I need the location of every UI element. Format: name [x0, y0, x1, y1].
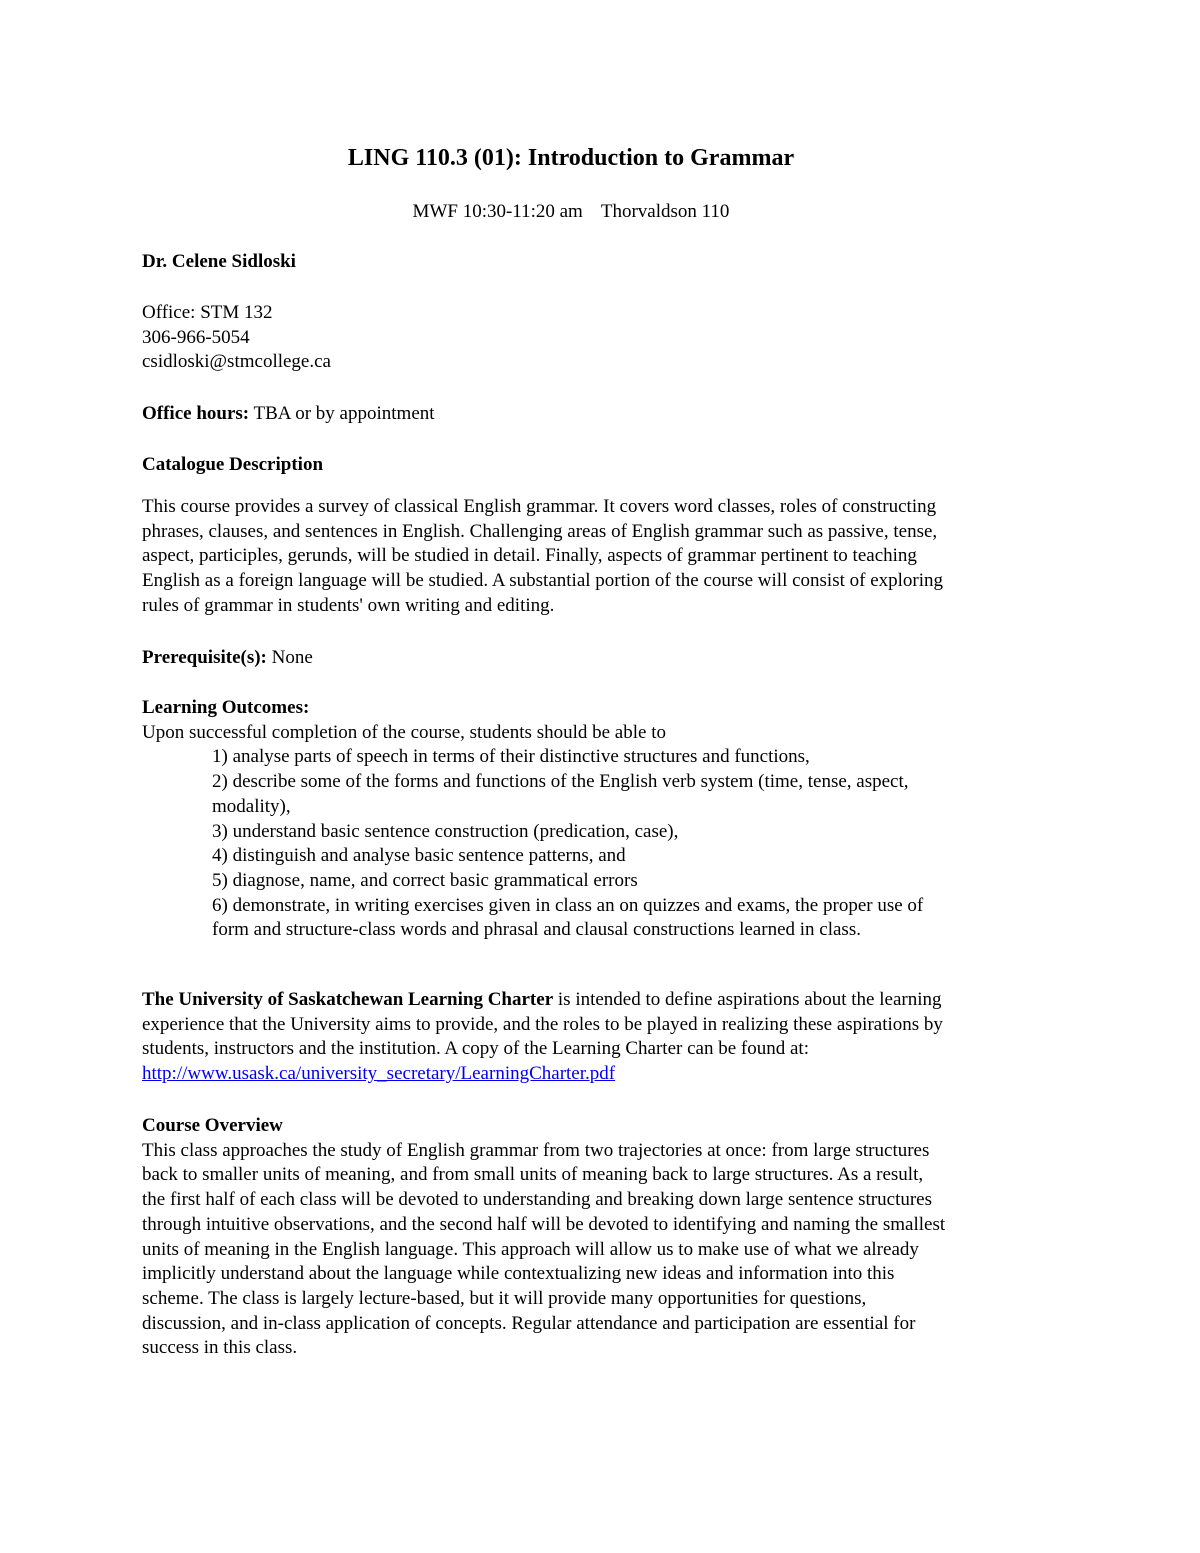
outcome-item: 2) describe some of the forms and functions of the English verb system (time, tense, aspect, — [212, 771, 909, 793]
catalogue-line: phrases, clauses, and sentences in English. Challenging areas of English grammar such as passive, tense, — [142, 520, 938, 542]
prerequisites — [142, 646, 1057, 671]
email-address: csidloski@stmcollege.ca — [142, 351, 331, 373]
overview-line: scheme. The class is largely lecture-based, but it will provide many opportunities for questions, — [142, 1287, 867, 1309]
charter-link-line — [142, 1062, 1057, 1087]
overview-line: success in this class. — [142, 1337, 298, 1359]
overview-line: This class approaches the study of English grammar from two trajectories at once: from large structures — [142, 1139, 930, 1161]
course-schedule-line — [142, 200, 1000, 225]
overview-line: back to smaller units of meaning, and from small units of meaning back to large structures. As a result, — [142, 1164, 924, 1186]
office-hours — [142, 402, 1057, 427]
outcome-item: 1) analyse parts of speech in terms of their distinctive structures and functions, — [212, 746, 810, 768]
catalogue-line: This course provides a survey of classical English grammar. It covers word classes, roles of constructing — [142, 496, 937, 517]
prerequisites-value: None — [266, 647, 313, 668]
schedule-time: MWF 10:30-11:20 am — [412, 201, 583, 222]
charter-line — [142, 1037, 1057, 1062]
office-hours-value: TBA or by appointment — [249, 403, 435, 424]
overview-line: the first half of each class will be devoted to understanding and breaking down large sentence structures — [142, 1189, 933, 1211]
catalogue-description — [142, 495, 1057, 619]
charter-title: The University of Saskatchewan Learning Charter — [142, 989, 554, 1010]
overview-line: through intuitive observations, and the second half will be devoted to identifying and naming the smallest — [142, 1213, 946, 1235]
room: Thorvaldson 110 — [600, 201, 730, 222]
learning-outcomes — [142, 696, 1057, 943]
office-location: Office: STM 132 — [142, 302, 273, 323]
phone-number: 306-966-5054 — [142, 326, 250, 348]
catalogue-line: English as a foreign language will be studied. A substantial portion of the course will consist of exploring — [142, 570, 944, 592]
overview-line: units of meaning in the English language. This approach will allow us to make use of what we already — [142, 1238, 919, 1260]
outcome-item: 6) demonstrate, in writing exercises given in class an on quizzes and exams, the proper use of — [212, 894, 924, 916]
office-hours-label: Office hours: — [142, 403, 250, 424]
charter-line — [142, 988, 1057, 1013]
contact-block — [142, 301, 1057, 375]
learning-charter-link[interactable]: http://www.usask.ca/university_secretary/LearningCharter.pdf — [142, 1063, 616, 1085]
overview-line: discussion, and in-class application of concepts. Regular attendance and participation are essential for — [142, 1312, 916, 1334]
charter-text: students, instructors and the institution. A copy of the Learning Charter can be found at: — [142, 1038, 809, 1060]
outcome-item: 3) understand basic sentence construction (predication, case), — [212, 820, 679, 842]
charter-line: experience that the University aims to provide, and the roles to be played in realizing these aspirations by — [142, 1013, 943, 1035]
instructor-name: Dr. Celene Sidloski — [142, 251, 296, 272]
outcome-item: 5) diagnose, name, and correct basic grammatical errors — [212, 869, 638, 891]
course-title: LING 110.3 (01): Introduction to Grammar — [347, 145, 795, 171]
document-page — [142, 0, 1062, 1553]
catalogue-line: rules of grammar in students' own writing and editing. — [142, 594, 555, 616]
prerequisites-label: Prerequisite(s): — [142, 647, 267, 668]
course-overview-heading: Course Overview — [142, 1115, 283, 1136]
course-overview — [142, 1114, 1057, 1361]
learning-outcomes-intro: Upon successful completion of the course, students should be able to — [142, 721, 666, 743]
learning-outcomes-heading: Learning Outcomes: — [142, 697, 310, 718]
outcome-item: 4) distinguish and analyse basic sentence patterns, and — [212, 845, 626, 867]
catalogue-line: aspect, participles, gerunds, will be studied in detail. Finally, aspects of grammar pertinent to teaching — [142, 545, 917, 567]
outcome-item: modality), — [212, 795, 291, 817]
catalogue-heading: Catalogue Description — [142, 454, 324, 475]
outcome-item: form and structure-class words and phrasal and clausal constructions learned in class. — [212, 919, 861, 941]
overview-line: implicitly understand about the language while contextualizing new ideas and information into this — [142, 1263, 895, 1285]
charter-text: is intended to define aspirations about the learning — [553, 989, 942, 1010]
learning-charter — [142, 988, 1057, 1087]
